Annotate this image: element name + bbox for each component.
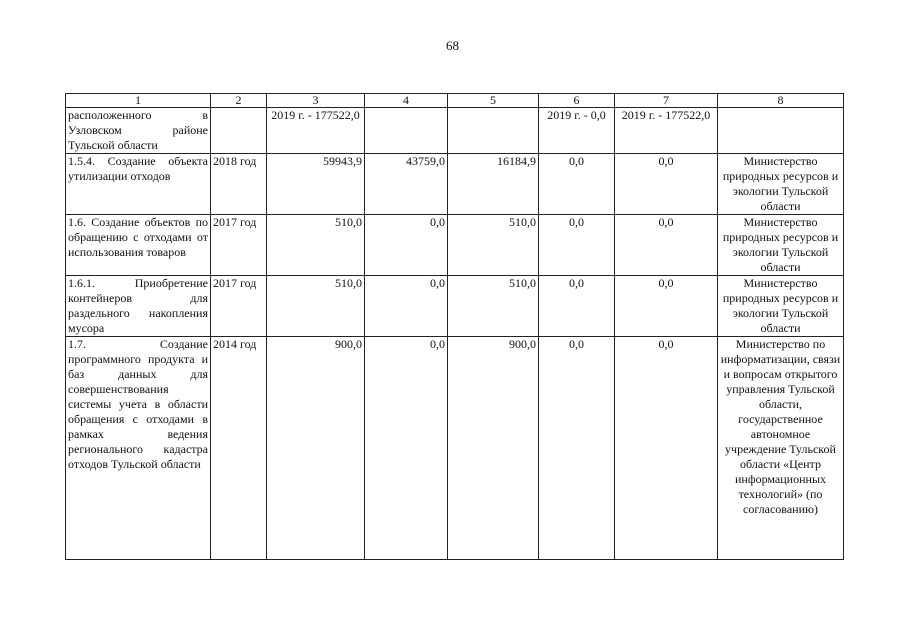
- row-regional: 510,0: [448, 215, 539, 276]
- row-local: 0,0: [539, 215, 615, 276]
- header-col-7: 7: [615, 94, 718, 108]
- table-row: [66, 154, 844, 215]
- row-federal: 43759,0: [365, 154, 448, 215]
- row-regional: 900,0: [448, 337, 539, 560]
- table-row: [66, 108, 844, 154]
- header-col-8: 8: [718, 94, 844, 108]
- row-responsible: Министерство по информатизации, связи и вопросам открытого управления Тульской области, государственное автономное учреждение Тульской области «Центр информационных технологий» (по согласованию): [718, 337, 844, 560]
- row-extra: 0,0: [615, 154, 718, 215]
- row-name: 1.5.4. Создание объекта утилизации отходов: [66, 154, 211, 215]
- row-regional: 16184,9: [448, 154, 539, 215]
- table-row: [66, 337, 844, 560]
- row-year: 2017 год: [211, 276, 267, 337]
- row-year: 2018 год: [211, 154, 267, 215]
- row-extra: 0,0: [615, 337, 718, 560]
- row-federal: 0,0: [365, 276, 448, 337]
- row-responsible: Министерство природных ресурсов и экологии Тульской области: [718, 276, 844, 337]
- row-name: 1.7. Создание программного продукта и баз данных для совершенствования системы учета в области обращения с отходами в рамках ведения регионального кадастра отходов Тульской области: [66, 337, 211, 560]
- row-regional: [448, 108, 539, 154]
- row-responsible: [718, 108, 844, 154]
- header-col-1: 1: [66, 94, 211, 108]
- row-name: 1.6.1. Приобретение контейнеров для раздельного накопления мусора: [66, 276, 211, 337]
- row-local: 2019 г. - 0,0: [539, 108, 615, 154]
- row-extra: 2019 г. - 177522,0: [615, 108, 718, 154]
- header-row: [66, 94, 844, 108]
- row-local: 0,0: [539, 276, 615, 337]
- row-responsible: Министерство природных ресурсов и экологии Тульской области: [718, 154, 844, 215]
- row-local: 0,0: [539, 154, 615, 215]
- header-col-6: 6: [539, 94, 615, 108]
- program-table: [65, 93, 844, 560]
- table-row: [66, 215, 844, 276]
- row-year: [211, 108, 267, 154]
- row-federal: [365, 108, 448, 154]
- header-col-4: 4: [365, 94, 448, 108]
- row-total: 2019 г. - 177522,0: [267, 108, 365, 154]
- row-federal: 0,0: [365, 337, 448, 560]
- row-total: 900,0: [267, 337, 365, 560]
- row-name: расположенного в Узловском районе Тульской области: [66, 108, 211, 154]
- header-col-2: 2: [211, 94, 267, 108]
- row-extra: 0,0: [615, 276, 718, 337]
- row-total: 510,0: [267, 215, 365, 276]
- row-year: 2017 год: [211, 215, 267, 276]
- table-row: [66, 276, 844, 337]
- row-regional: 510,0: [448, 276, 539, 337]
- row-year: 2014 год: [211, 337, 267, 560]
- page-number: 68: [446, 38, 459, 53]
- row-name: 1.6. Создание объектов по обращению с отходами от использования товаров: [66, 215, 211, 276]
- row-local: 0,0: [539, 337, 615, 560]
- header-col-5: 5: [448, 94, 539, 108]
- row-total: 59943,9: [267, 154, 365, 215]
- row-federal: 0,0: [365, 215, 448, 276]
- header-col-3: 3: [267, 94, 365, 108]
- row-extra: 0,0: [615, 215, 718, 276]
- row-responsible: Министерство природных ресурсов и экологии Тульской области: [718, 215, 844, 276]
- row-total: 510,0: [267, 276, 365, 337]
